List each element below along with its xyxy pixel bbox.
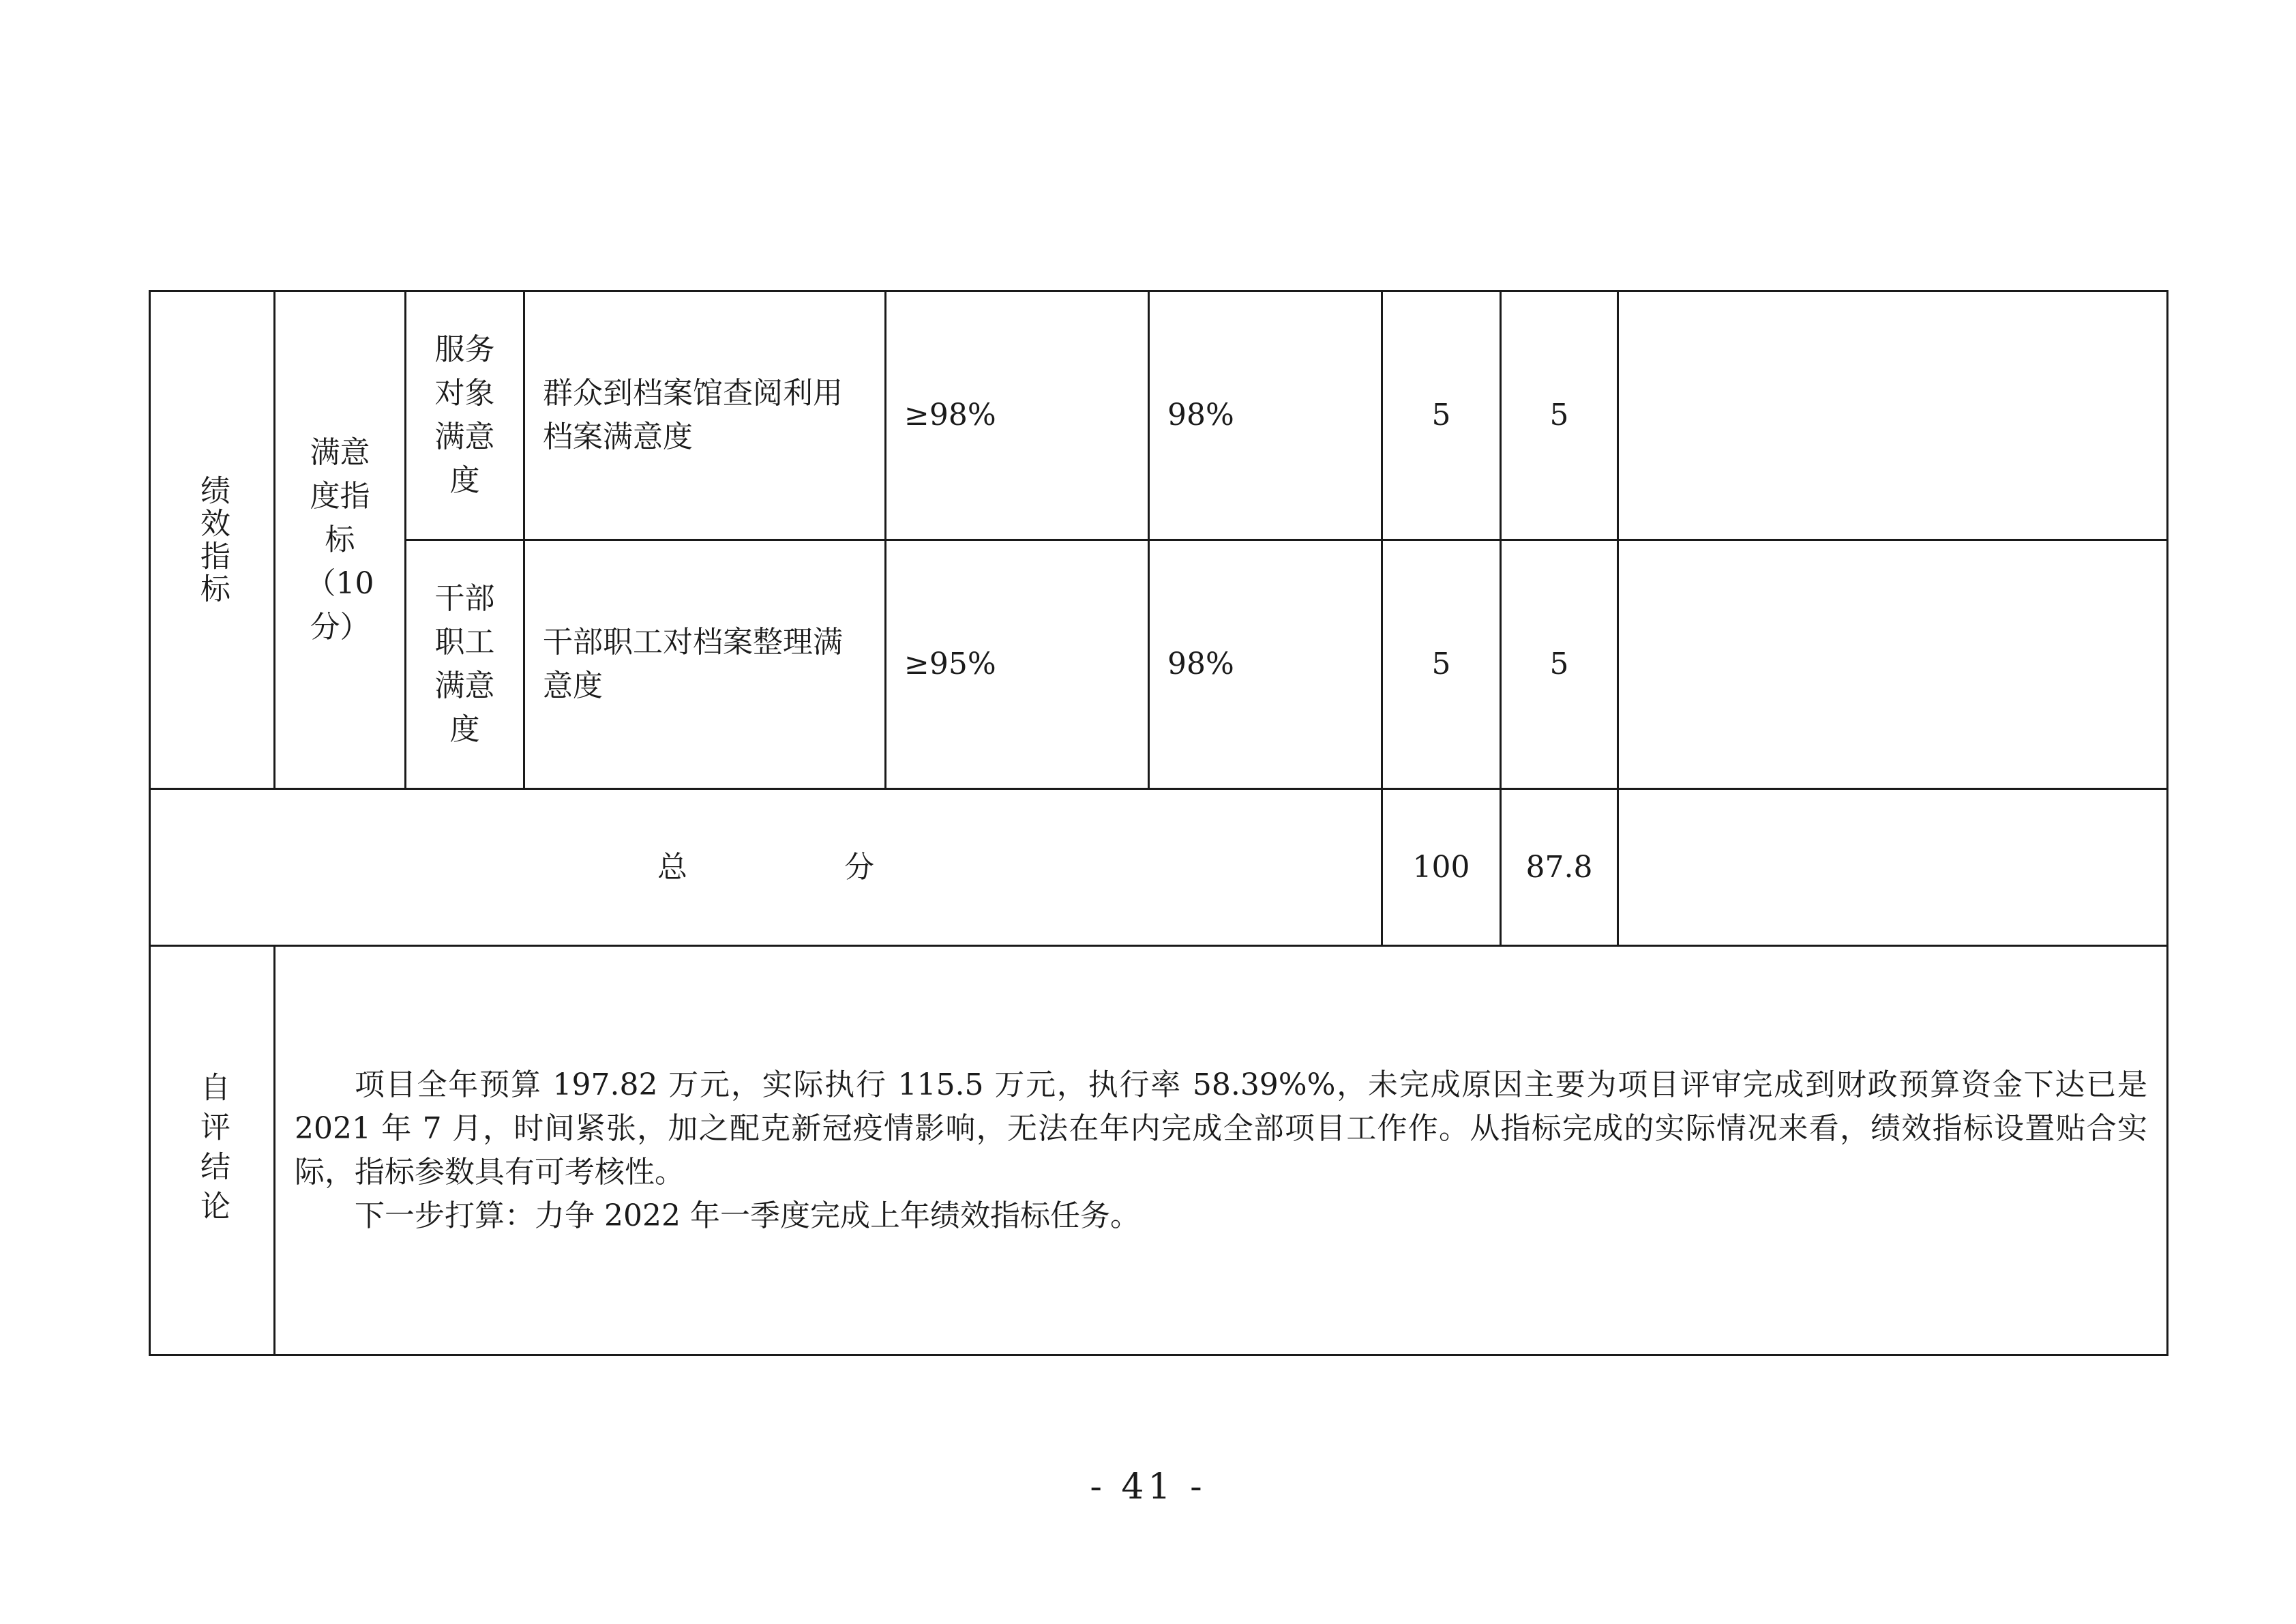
row-item: 服务对象满意度 [434, 332, 495, 498]
conclusion-paragraph: 下一步打算：力争 2022 年一季度完成上年绩效指标任务。 [355, 1198, 1140, 1233]
total-weight: 100 [1412, 849, 1470, 885]
subcategory-cell [275, 292, 404, 788]
row-item: 干部职工满意度 [434, 581, 495, 747]
remark-cell [1619, 541, 2166, 788]
item-cell [406, 541, 523, 788]
row-score: 5 [1549, 647, 1569, 681]
actual-cell [1150, 541, 1381, 788]
row-weight: 5 [1431, 647, 1451, 681]
row-indicator: 群众到档案馆查阅利用档案满意度 [543, 376, 843, 454]
row-target: ≥95% [904, 647, 996, 681]
total-label-cell [151, 790, 1381, 945]
page-number: - 41 - [1090, 1466, 1206, 1507]
conclusion-label: 自评结论 [195, 1071, 230, 1230]
row-actual: 98% [1167, 647, 1234, 681]
weight-cell [1383, 292, 1500, 539]
total-score-cell [1502, 790, 1617, 945]
subcategory-label: 满意度指标（10分） [305, 434, 374, 645]
remark-cell [1619, 292, 2166, 539]
category-cell [151, 292, 273, 788]
total-label-left: 总 [657, 849, 687, 885]
total-weight-cell [1383, 790, 1500, 945]
indicator-cell [525, 541, 884, 788]
target-cell [886, 292, 1148, 539]
score-cell [1502, 541, 1617, 788]
row-target: ≥98% [904, 398, 996, 432]
indicator-cell [525, 292, 884, 539]
total-label-right: 分 [844, 849, 874, 885]
row-indicator: 干部职工对档案整理满意度 [543, 625, 843, 703]
actual-cell [1150, 292, 1381, 539]
score-cell [1502, 292, 1617, 539]
weight-cell [1383, 541, 1500, 788]
table-border-right [2166, 290, 2168, 1356]
target-cell [886, 541, 1148, 788]
row-weight: 5 [1431, 398, 1451, 432]
conclusion-text-cell [275, 947, 2166, 1354]
item-cell [406, 292, 523, 539]
conclusion-label-cell [151, 947, 273, 1354]
row-actual: 98% [1167, 398, 1234, 432]
total-remark-cell [1619, 790, 2166, 945]
total-score: 87.8 [1525, 849, 1593, 885]
category-label: 绩效指标 [195, 474, 230, 606]
row-score: 5 [1549, 398, 1569, 432]
conclusion-paragraph: 项目全年预算 197.82 万元，实际执行 115.5 万元，执行率 58.39%%，未完成原因主要为项目评审完成到财政预算资金下达已是 2021 年 7 月，时间紧张，加之配克新冠疫情影响，无法在年内完成全部项目工作作。从指标完成的实际情况来看，绩效指标设置贴合实际，指标参数具有可考核性。 [295, 1067, 2147, 1190]
table-border-bottom [149, 1354, 2168, 1356]
